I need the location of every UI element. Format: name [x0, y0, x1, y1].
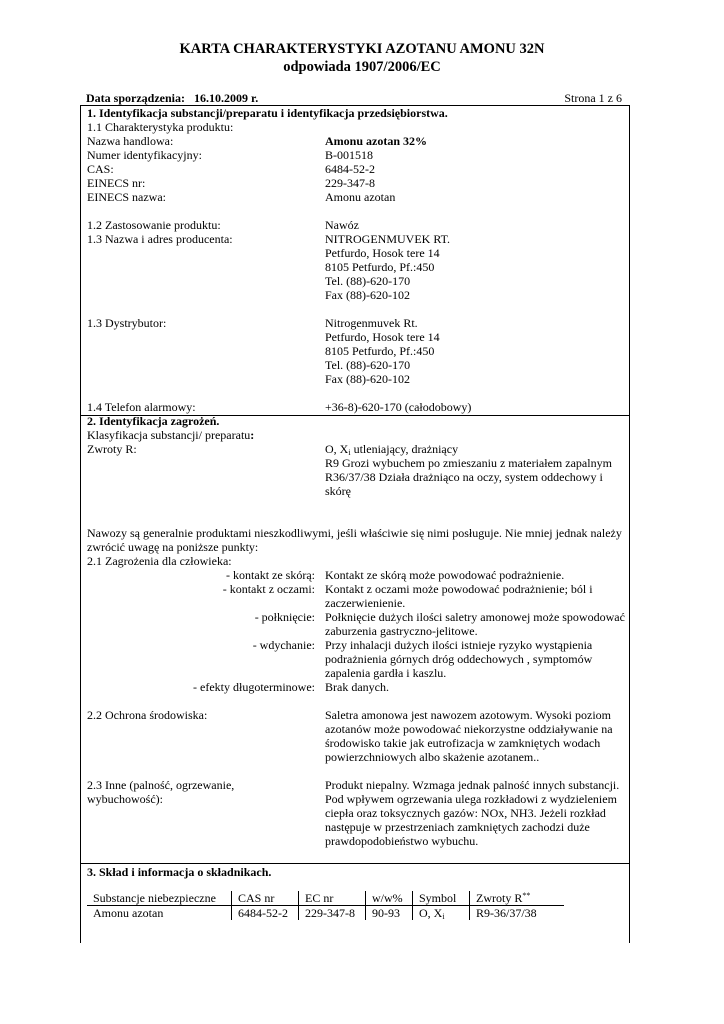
date-label: Data sporządzenia: — [86, 91, 185, 105]
distributor-line: Fax (88)-620-102 — [325, 372, 410, 386]
environment-label: 2.2 Ochrona środowiska: — [87, 708, 208, 722]
header-r-superscript: ** — [522, 891, 531, 900]
swallow-line: zaburzenia gastryczno-jelitowe. — [325, 624, 478, 638]
environment-line: azotanów może powodować niekorzystne oddziaływanie na — [325, 722, 613, 736]
fertilizer-intro: Nawozy są generalnie produktami nieszkodliwymi, jeśli właściwie się nimi posługuje. Nie mniej jednak należy zwrócić uwagę na poniższe punkty: — [87, 526, 622, 554]
r-symbol-desc: utleniający, drażniący — [350, 442, 459, 456]
id-number-value: B-001518 — [325, 148, 373, 162]
einecs-name-label: EINECS nazwa: — [87, 190, 166, 204]
trade-name-label: Nazwa handlowa: — [87, 134, 174, 148]
other-hazards-line: prawdopodobieństwo wybuchu. — [325, 834, 479, 848]
skin-contact-label: - kontakt ze skórą: — [226, 568, 315, 582]
producer-line: NITROGENMUVEK RT. — [325, 232, 451, 246]
section-2-heading: 2. Identyfikacja zagrożeń. — [87, 414, 220, 428]
producer-line: Tel. (88)-620-170 — [325, 274, 411, 288]
r-phrase-classification — [325, 442, 458, 456]
header-substance: Substancje niebezpieczne — [87, 891, 232, 906]
header-r-text: Zwroty R — [476, 891, 523, 905]
classification-colon: : — [250, 428, 255, 442]
swallow-label: - połknięcie: — [254, 610, 315, 624]
use-value: Nawóz — [325, 218, 359, 232]
r-phrase-line: R36/37/38 Działa drażniąco na oczy, system oddechowy i — [325, 470, 603, 484]
cell-symbol-text: O, X — [419, 906, 443, 920]
environment-line: środowisko takie jak eutrofizacja w zamkniętych wodach — [325, 736, 601, 750]
distributor-line: 8105 Petfurdo, Pf.:450 — [325, 344, 435, 358]
r-phrases-label: Zwroty R: — [87, 442, 137, 456]
other-hazards-line: ciepła oraz toksycznych gazów: NOx, NH3. Jeżeli rozkład — [325, 806, 606, 820]
producer-line: 8105 Petfurdo, Pf.:450 — [325, 260, 435, 274]
emergency-phone-value: +36-8)-620-170 (całodobowy) — [325, 400, 472, 414]
eye-contact-label: - kontakt z oczami: — [222, 582, 315, 596]
cell-symbol-subscript: i — [442, 912, 445, 921]
other-hazards-label: wybuchowość): — [87, 792, 163, 806]
producer-label: 1.3 Nazwa i adres producenta: — [87, 232, 233, 246]
section-1 — [80, 105, 630, 416]
inhalation-line: zapalenia gardła i kaszlu. — [325, 666, 447, 680]
inhalation-line: podrażnienia górnych dróg oddechowych , symptomów — [325, 652, 593, 666]
header-symbol: Symbol — [413, 891, 470, 906]
einecs-label: EINECS nr: — [87, 176, 146, 190]
trade-name-value: Amonu azotan 32% — [325, 134, 428, 148]
inhalation-label: - wdychanie: — [252, 638, 315, 652]
cell-r-phrases: R9-36/37/38 — [470, 906, 565, 921]
cas-label: CAS: — [87, 162, 114, 176]
subsection-2-1: 2.1 Zagrożenia dla człowieka: — [87, 554, 232, 568]
header-cas: CAS nr — [232, 891, 299, 906]
other-hazards-label: 2.3 Inne (palność, ogrzewanie, — [87, 778, 235, 792]
distributor-label: 1.3 Dystrybutor: — [87, 316, 167, 330]
section-2 — [80, 414, 630, 864]
id-number-label: Numer identyfikacyjny: — [87, 148, 202, 162]
cell-ww: 90-93 — [366, 906, 413, 921]
cell-cas: 6484-52-2 — [232, 906, 299, 921]
r-phrase-line: R9 Grozi wybuchem po zmieszaniu z materiałem zapalnym — [325, 456, 612, 470]
date-line — [86, 91, 258, 106]
header-r-phrases — [470, 891, 565, 906]
eye-contact-line: zaczerwienienie. — [325, 596, 406, 610]
distributor-line: Nitrogenmuvek Rt. — [325, 316, 418, 330]
header-ec: EC nr — [299, 891, 366, 906]
distributor-line: Petfurdo, Hosok tere 14 — [325, 330, 440, 344]
distributor-line: Tel. (88)-620-170 — [325, 358, 411, 372]
r-phrase-line: skórę — [325, 484, 351, 498]
environment-line: Saletra amonowa jest nawozem azotowym. Wysoki poziom — [325, 708, 611, 722]
document-title: KARTA CHARAKTERYSTYKI AZOTANU AMONU 32N — [179, 41, 545, 57]
other-hazards-line: Pod wpływem ogrzewania ulega rozkładowi z wydzieleniem — [325, 792, 617, 806]
classification-text: Klasyfikacja substancji/ preparatu — [87, 428, 251, 442]
eye-contact-line: Kontakt z oczami może powodować podrażnienie; ból i — [325, 582, 593, 596]
classification-label — [87, 428, 254, 442]
r-symbol-subscript: i — [348, 448, 351, 457]
page-number: Strona 1 z 6 — [564, 91, 622, 105]
section-1-heading: 1. Identyfikacja substancji/preparatu i identyfikacja przedsiębiorstwa. — [87, 106, 448, 120]
composition-table — [87, 891, 564, 920]
subsection-1-1: 1.1 Charakterystyka produktu: — [87, 120, 234, 134]
einecs-value: 229-347-8 — [325, 176, 375, 190]
cell-substance: Amonu azotan — [93, 906, 164, 920]
cas-value: 6484-52-2 — [325, 162, 375, 176]
date-value: 16.10.2009 r. — [194, 91, 259, 105]
inhalation-line: Przy inhalacji dużych ilości istnieje ryzyko wystąpienia — [325, 638, 593, 652]
section-3 — [80, 863, 630, 943]
cell-ec: 229-347-8 — [299, 906, 366, 921]
other-hazards-line: Produkt niepalny. Wzmaga jednak palność innych substancji. — [325, 778, 620, 792]
swallow-line: Połknięcie dużych ilości saletry amonowej może spowodować — [325, 610, 625, 624]
long-term-value: Brak danych. — [325, 680, 389, 694]
producer-line: Petfurdo, Hosok tere 14 — [325, 246, 440, 260]
document-subtitle: odpowiada 1907/2006/EC — [283, 59, 441, 75]
other-hazards-line: następuje w przestrzeniach zamkniętych zachodzi duże — [325, 820, 590, 834]
header-ww: w/w% — [366, 891, 413, 906]
skin-contact-value: Kontakt ze skórą może powodować podrażnienie. — [325, 568, 565, 582]
cell-symbol — [413, 906, 470, 921]
use-label: 1.2 Zastosowanie produktu: — [87, 218, 221, 232]
table-header-row — [87, 891, 564, 906]
r-symbol: O, X — [325, 442, 349, 456]
long-term-label: - efekty długoterminowe: — [193, 680, 315, 694]
einecs-name-value: Amonu azotan — [325, 190, 396, 204]
producer-line: Fax (88)-620-102 — [325, 288, 410, 302]
emergency-phone-label: 1.4 Telefon alarmowy: — [87, 400, 196, 414]
environment-line: powierzchniowych albo skażenie azotanem.. — [325, 750, 540, 764]
section-3-heading: 3. Skład i informacja o składnikach. — [87, 865, 272, 879]
table-row — [87, 906, 564, 921]
